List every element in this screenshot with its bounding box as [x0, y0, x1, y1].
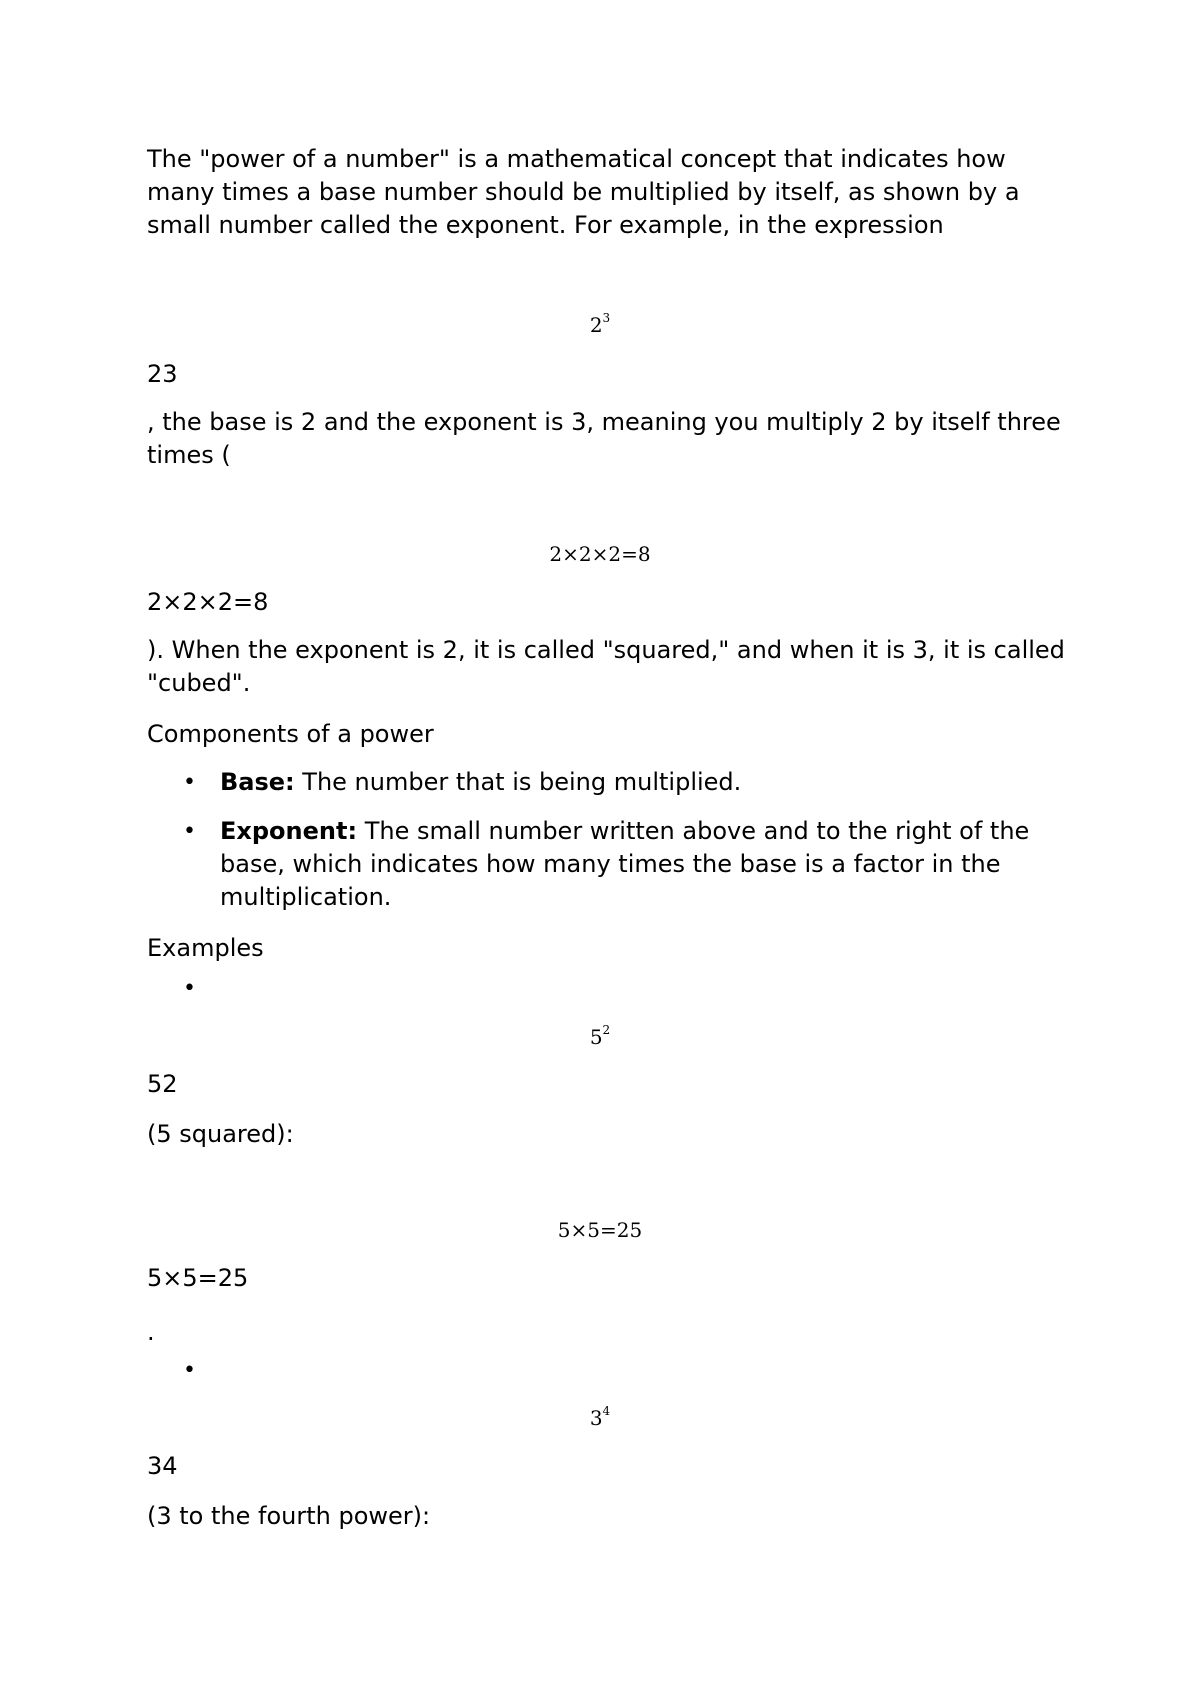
term-base: Base: [220, 768, 295, 796]
math-base: 2 [589, 313, 603, 337]
examples-heading: Examples [147, 934, 264, 962]
math-display-product: 2×2×2=8 [549, 542, 651, 566]
list-bullet: • [183, 770, 196, 795]
math-exponent: 3 [602, 311, 611, 326]
list-bullet: • [183, 819, 196, 844]
paragraph-squared-cubed: ). When the exponent is 2, it is called "squared," and when it is 3, it is called "cubed". [147, 636, 1065, 697]
list-bullet: • [183, 1358, 196, 1383]
paragraph-base-exponent: , the base is 2 and the exponent is 3, meaning you multiply 2 by itself three times ( [147, 408, 1061, 469]
math-inline-text: 23 [147, 360, 178, 388]
math-inline-text: 52 [147, 1070, 178, 1098]
math-inline-text: 34 [147, 1452, 178, 1480]
components-heading: Components of a power [147, 720, 434, 748]
list-bullet: • [183, 976, 196, 1001]
math-exponent: 4 [602, 1404, 611, 1419]
math-inline-product: 5×5=25 [147, 1264, 249, 1292]
list-item-exponent [220, 815, 1070, 914]
math-exponent: 2 [602, 1023, 611, 1038]
math-display-3-fourth [0, 1406, 1200, 1430]
math-display-product: 5×5=25 [557, 1218, 643, 1242]
math-display-2-cubed [0, 313, 1200, 337]
intro-paragraph: The "power of a number" is a mathematical concept that indicates how many times a base number should be multiplied by itself, as shown by a small number called the exponent. For example, in the expression [147, 145, 1020, 239]
list-item-base [220, 766, 1070, 799]
math-inline-product: 2×2×2=8 [147, 588, 269, 616]
desc-base: The number that is being multiplied. [294, 768, 742, 796]
example-label: (5 squared): [147, 1120, 294, 1148]
example-label: (3 to the fourth power): [147, 1502, 431, 1530]
trailing-period: . [147, 1318, 155, 1346]
math-base: 5 [589, 1025, 603, 1049]
math-display-5-squared [0, 1025, 1200, 1049]
term-exponent: Exponent: [220, 817, 358, 845]
desc-exponent: The small number written above and to the right of the base, which indicates how many times the base is a factor in the multiplication. [220, 817, 1030, 911]
math-base: 3 [589, 1406, 603, 1430]
